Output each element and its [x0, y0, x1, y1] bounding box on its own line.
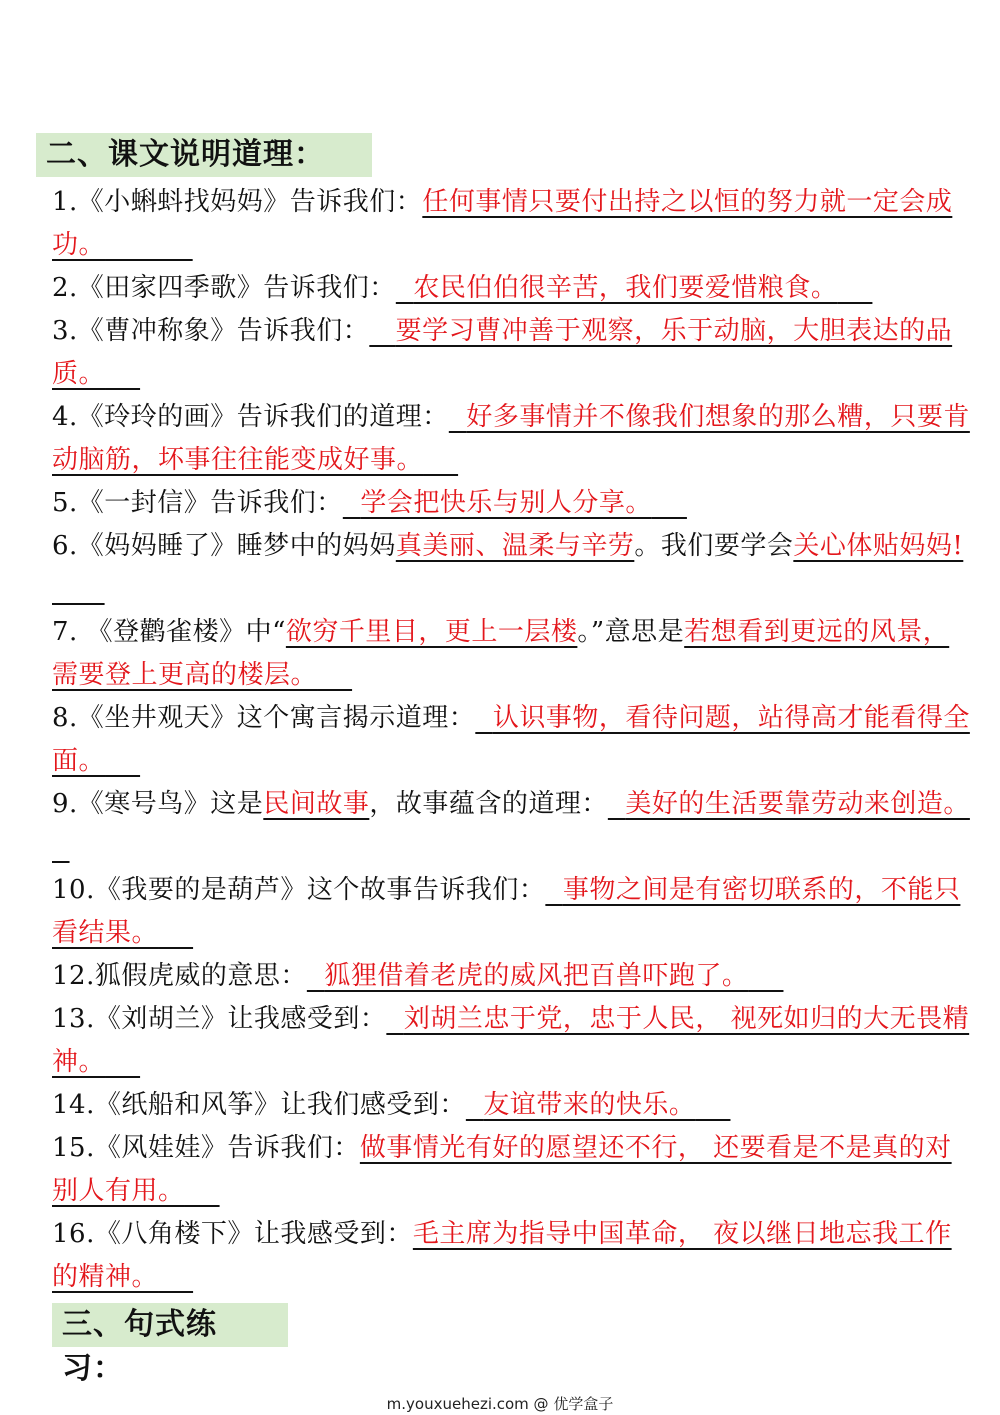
- answer-blank: [545, 875, 563, 905]
- answer-blank: [386, 1004, 404, 1034]
- answer-blank: [449, 402, 467, 432]
- answer-blank: [475, 703, 493, 733]
- answer-blank: [52, 574, 105, 604]
- footer-watermark: m.youxuehezi.com @ 优学盒子: [386, 1395, 614, 1413]
- question-text: 10.《我要的是葫芦》这个故事告诉我们：: [52, 875, 546, 905]
- question-text: 14.《纸船和风筝》让我们感受到：: [52, 1090, 466, 1120]
- answer-blank: [608, 789, 626, 819]
- list-item: [52, 1084, 972, 1127]
- answer-blank: [105, 230, 193, 260]
- answer-text: 关心体贴妈妈!: [793, 531, 964, 561]
- question-text: 6.《妈妈睡了》睡梦中的妈妈: [52, 531, 396, 561]
- question-text: 12.狐假虎威的意思：: [52, 961, 307, 991]
- answer-text: 任何事情只要付出持之以恒的努力就一定会成功。: [52, 187, 953, 260]
- answer-blank: [307, 961, 325, 991]
- question-text: 7. 《登鹳雀楼》中“: [52, 617, 286, 647]
- section-heading-2: 二、课文说明道理：: [36, 133, 372, 177]
- answer-text: 若想看到更远的风景，需要登上更高的楼层。: [52, 617, 950, 690]
- answer-text: 美好的生活要靠劳动来创造。: [625, 789, 970, 819]
- answer-text: 狐狸借着老虎的威风把百兽吓跑了。: [324, 961, 749, 991]
- list-item: [52, 181, 972, 267]
- question-text: 。我们要学会: [634, 531, 794, 561]
- question-text: 9.《寒号鸟》这是: [52, 789, 264, 819]
- answer-text: 学会把快乐与别人分享。: [360, 488, 652, 518]
- list-item: [52, 611, 972, 697]
- answer-blank: [105, 359, 140, 389]
- answer-blank: [105, 746, 140, 776]
- answer-text: 好多事情并不像我们想象的那么糟，只要肯动脑筋，坏事往往能变成好事。: [52, 402, 970, 475]
- answer-blank: [52, 832, 70, 862]
- answer-text: 要学习曹冲善于观察，乐于动脑，大胆表达的品质。: [52, 316, 953, 389]
- list-item: [52, 1127, 972, 1213]
- list-item: [52, 1213, 972, 1299]
- list-item: [52, 396, 972, 482]
- question-text: 13.《刘胡兰》让我感受到：: [52, 1004, 387, 1034]
- answer-text: 农民伯伯很辛苦，我们要爱惜粮食。: [413, 273, 838, 303]
- question-text: 4.《玲玲的画》告诉我们的道理：: [52, 402, 449, 432]
- answer-blank: [466, 1090, 484, 1120]
- answer-blank: [837, 273, 872, 303]
- list-item: [52, 955, 972, 998]
- answer-text: 真美丽、温柔与辛劳: [395, 531, 635, 561]
- list-item: [52, 783, 972, 869]
- question-text: 15.《风娃娃》告诉我们：: [52, 1133, 360, 1163]
- question-text: 1.《小蝌蚪找妈妈》告诉我们：: [52, 187, 423, 217]
- answer-blank: [695, 1090, 730, 1120]
- list-item: [52, 998, 972, 1084]
- answer-blank: [652, 488, 687, 518]
- question-text: 。”意思是: [577, 617, 685, 647]
- answer-text: 刘胡兰忠于党，忠于人民， 视死如归的大无畏精神。: [52, 1004, 970, 1077]
- answer-blank: [369, 316, 395, 346]
- answer-text: 认识事物，看待问题，站得高才能看得全面。: [52, 703, 970, 776]
- list-item: [52, 267, 972, 310]
- answer-text: 欲穷千里目，更上一层楼: [285, 617, 578, 647]
- list-item: [52, 869, 972, 955]
- answer-blank: [105, 1047, 140, 1077]
- answer-blank: [158, 1262, 193, 1292]
- question-text: 16.《八角楼下》让我感受到：: [52, 1219, 413, 1249]
- question-text: 5.《一封信》告诉我们：: [52, 488, 343, 518]
- list-item: [52, 482, 972, 525]
- answer-blank: [748, 961, 783, 991]
- question-text: ，故事蕴含的道理：: [369, 789, 608, 819]
- list-item: [52, 310, 972, 396]
- answer-blank: [343, 488, 361, 518]
- question-text: 3.《曹冲称象》告诉我们：: [52, 316, 370, 346]
- section-heading-3: 三、句式练习：: [52, 1303, 288, 1347]
- answer-text: 民间故事: [263, 789, 370, 819]
- question-text: 2.《田家四季歌》告诉我们：: [52, 273, 396, 303]
- answer-text: 毛主席为指导中国革命， 夜以继日地忘我工作的精神。: [52, 1219, 952, 1292]
- answer-blank: [185, 1176, 220, 1206]
- answer-blank: [158, 918, 193, 948]
- answer-blank: [396, 273, 414, 303]
- answer-text: 友谊带来的快乐。: [483, 1090, 696, 1120]
- answer-text: 事物之间是有密切联系的，不能只看结果。: [52, 875, 961, 948]
- list-item: [52, 525, 972, 611]
- answer-text: 做事情光有好的愿望还不行， 还要看是不是真的对别人有用。: [52, 1133, 952, 1206]
- list-item: [52, 697, 972, 783]
- question-text: 8.《坐井观天》这个寓言揭示道理：: [52, 703, 476, 733]
- answer-blank: [317, 660, 352, 690]
- answer-blank: [423, 445, 458, 475]
